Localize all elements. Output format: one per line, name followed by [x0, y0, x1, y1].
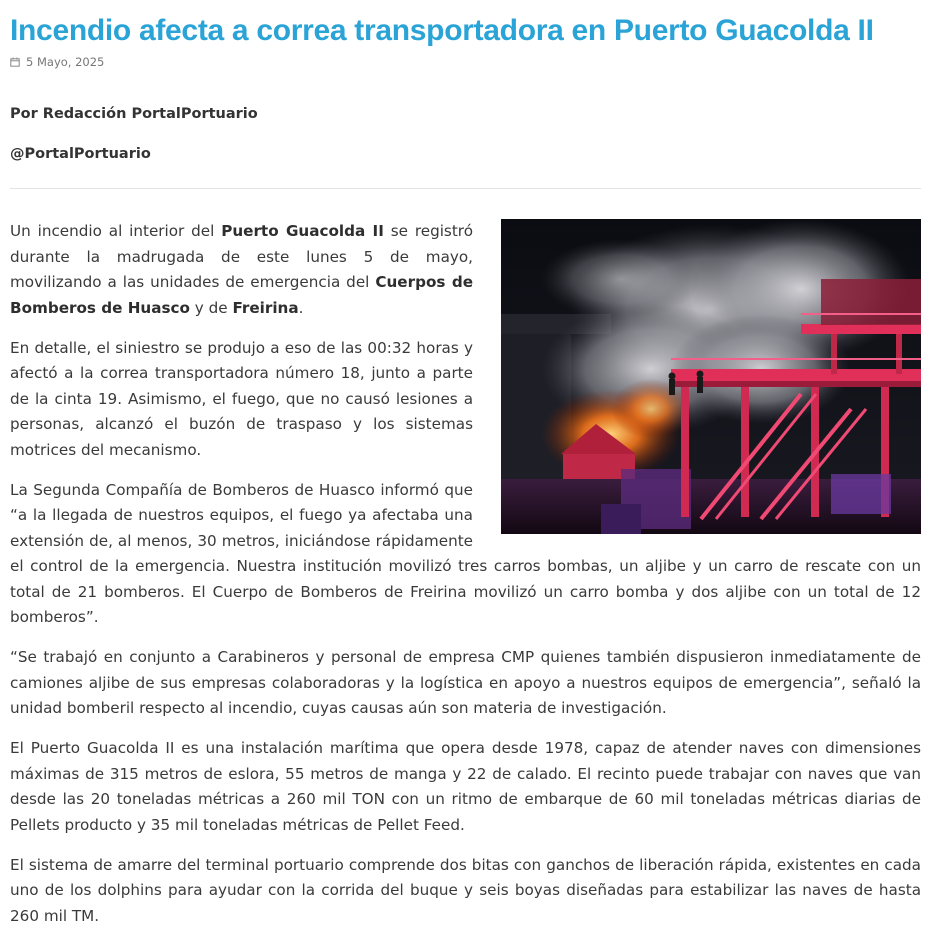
paragraph-3: La Segunda Compañía de Bomberos de Huasco informó que “a la llegada de nuestros equipos, el fuego ya afectaba una extensión de, al menos, 30 metros, iniciándose rápidamente el control de la emergencia. Nuestra institución movilizó tres carros bombas, un aljibe y un carro de rescate con un total de 21 bomberos. El Cuerpo de Bomberos de Freirina movilizó un carro bomba y dos aljibe con un total de 12 bomberos”.: [10, 480, 921, 626]
publish-date: 5 Mayo, 2025: [26, 55, 105, 69]
p1-bold-freirina: Freirina: [232, 298, 299, 317]
paragraph-6: El sistema de amarre del terminal portuario comprende dos bitas con ganchos de liberación rápida, existentes en cada uno de los dolphins para ayudar con la corrida del buque y seis boyas diseñadas para estabilizar las naves de hasta 260 mil TM.: [10, 855, 921, 925]
author-handle: @PortalPortuario: [10, 146, 151, 162]
p1-text-2: se registró durante la madrugada de este lunes 5 de mayo, movilizando a las unidades de emergencia del: [10, 222, 474, 291]
p1-bold-huasco: Cuerpos de Bomberos de Huasco: [10, 273, 473, 317]
p1-text-3: y de: [189, 298, 233, 317]
calendar-icon: [10, 57, 20, 67]
fire-photo: [501, 219, 921, 534]
article-body: [10, 219, 921, 929]
divider: [10, 188, 921, 189]
p1-text-4: .: [298, 298, 304, 317]
p1-bold-port: Puerto Guacolda II: [221, 222, 384, 240]
p1-text-1: Un incendio al interior del: [10, 222, 222, 240]
paragraph-5: El Puerto Guacolda II es una instalación marítima que opera desde 1978, capaz de atender naves con dimensiones máximas de 315 metros de eslora, 55 metros de manga y 22 de calado. El recinto puede trabajar con naves que van desde las 20 toneladas métricas a 260 mil TON con un ritmo de embarque de 60 mil toneladas métricas diarias de Pellets producto y 35 mil toneladas métricas de Pellet Feed.: [10, 739, 921, 834]
date-row: [10, 54, 921, 70]
article-title: Incendio afecta a correa transportadora en Puerto Guacolda II: [10, 14, 874, 47]
paragraph-2: En detalle, el siniestro se produjo a eso de las 00:32 horas y afectó a la correa transportadora número 18, junto a parte de la cinta 19. Asimismo, el fuego, que no causó lesiones a personas, alcanzó el buzón de traspaso y los sistemas motrices del mecanismo.: [10, 338, 473, 459]
article-container: [10, 0, 921, 944]
paragraph-4: “Se trabajó en conjunto a Carabineros y personal de empresa CMP quienes también dispusieron inmediatamente de camiones aljibe de sus empresas colaboradoras y la logística en apoyo a nuestros equipos de emergencia”, señaló la unidad bomberil respecto al incendio, cuyas causas aún son materia de investigación.: [10, 648, 921, 717]
byline: Por Redacción PortalPortuario: [10, 106, 258, 122]
